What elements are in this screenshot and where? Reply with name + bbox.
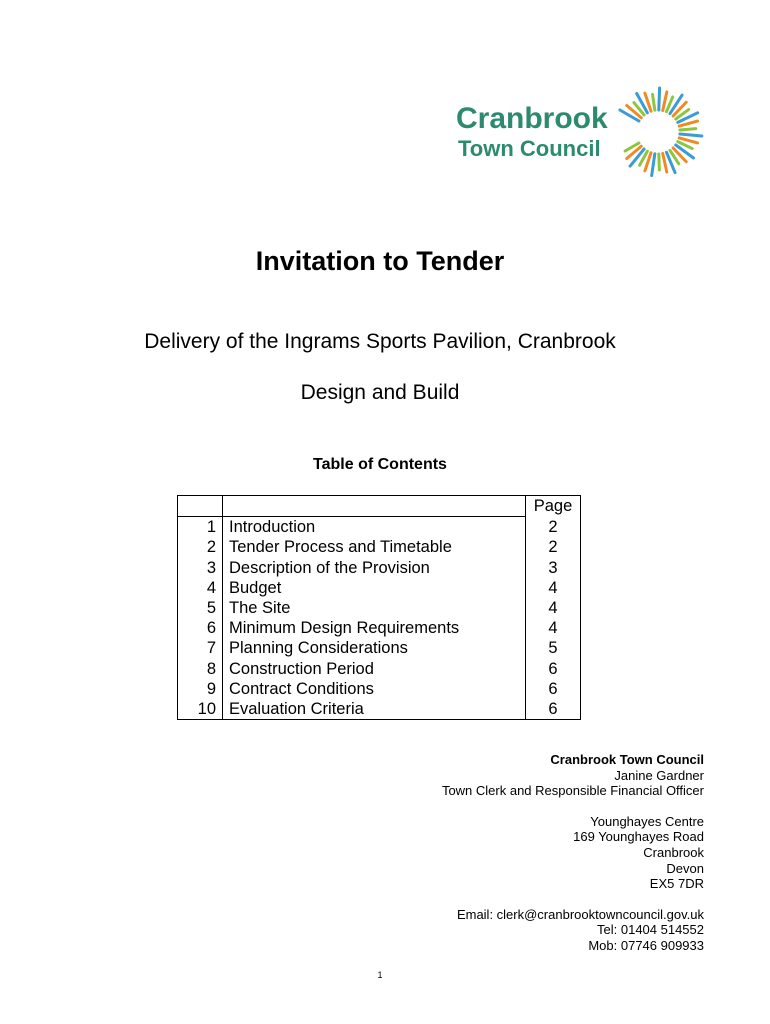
address-line: EX5 7DR — [649, 876, 704, 892]
toc-row-number: 10 — [178, 699, 223, 720]
toc-row-number: 3 — [178, 558, 223, 578]
toc-row-number: 2 — [178, 537, 223, 557]
toc-row-page: 2 — [526, 537, 581, 557]
toc-row — [178, 517, 581, 538]
logo-ray — [680, 134, 702, 136]
toc-row-page: 6 — [526, 679, 581, 699]
logo-text-cranbrook: Cranbrook — [456, 102, 608, 135]
toc-row-label: Planning Considerations — [223, 638, 526, 658]
toc-row-label: Evaluation Criteria — [223, 699, 526, 720]
toc-row — [178, 699, 581, 720]
toc-header-section — [223, 496, 526, 517]
contact-email: Email: clerk@cranbrooktowncouncil.gov.uk — [456, 906, 704, 922]
toc-row-label: Tender Process and Timetable — [223, 537, 526, 557]
address-line: Cranbrook — [643, 844, 704, 860]
toc-row — [178, 659, 581, 679]
logo-ray — [659, 154, 660, 170]
toc-row-number: 1 — [178, 517, 223, 538]
toc-row — [178, 578, 581, 598]
contact-block — [442, 752, 704, 954]
logo-ray — [663, 153, 667, 172]
logo-text-town-council: Town Council — [458, 136, 601, 161]
toc-row-page: 6 — [526, 699, 581, 720]
toc-row-number: 6 — [178, 618, 223, 638]
contact-org: Cranbrook Town Council — [550, 752, 704, 767]
toc-row-label: Contract Conditions — [223, 679, 526, 699]
toc-row — [178, 558, 581, 578]
toc-header-num — [178, 496, 223, 517]
toc-row-number: 5 — [178, 598, 223, 618]
logo-c-mark-icon — [608, 84, 708, 180]
toc-row-page: 4 — [526, 618, 581, 638]
toc-row-page: 4 — [526, 578, 581, 598]
logo-ray — [653, 94, 655, 110]
table-of-contents — [177, 495, 581, 720]
toc-row-number: 8 — [178, 659, 223, 679]
address-line: Younghayes Centre — [590, 813, 704, 829]
toc-row — [178, 679, 581, 699]
logo-ray — [680, 129, 696, 130]
toc-row-page: 5 — [526, 638, 581, 658]
address-line: 169 Younghayes Road — [573, 829, 704, 845]
document-title: Invitation to Tender — [255, 246, 505, 276]
contact-name: Janine Gardner — [614, 767, 704, 783]
toc-row-label: The Site — [223, 598, 526, 618]
toc-row-label: Budget — [223, 578, 526, 598]
toc-row — [178, 537, 581, 557]
toc-row-number: 4 — [178, 578, 223, 598]
council-logo — [456, 84, 716, 180]
toc-row-page: 6 — [526, 659, 581, 679]
toc-row-page: 3 — [526, 558, 581, 578]
toc-row-page: 4 — [526, 598, 581, 618]
toc-header-row — [178, 496, 581, 517]
toc-row — [178, 618, 581, 638]
document-subtitle-2: Design and Build — [300, 381, 460, 404]
contact-tel: Tel: 01404 514552 — [597, 922, 704, 938]
toc-row-label: Construction Period — [223, 659, 526, 679]
toc-row-page: 2 — [526, 517, 581, 538]
toc-row — [178, 638, 581, 658]
contact-mob: Mob: 07746 909933 — [588, 937, 704, 953]
toc-row-label: Description of the Provision — [223, 558, 526, 578]
document-subtitle: Delivery of the Ingrams Sports Pavilion, Cranbrook — [144, 330, 616, 353]
toc-row-number: 7 — [178, 638, 223, 658]
logo-ray — [663, 92, 667, 111]
page-number: 1 — [377, 970, 383, 980]
logo-ray — [659, 88, 660, 110]
toc-header-page: Page — [526, 496, 581, 517]
toc-row-label: Introduction — [223, 517, 526, 538]
contact-role: Town Clerk and Responsible Financial Officer — [441, 783, 704, 799]
toc-heading: Table of Contents — [313, 456, 447, 473]
toc-row-label: Minimum Design Requirements — [223, 618, 526, 638]
toc-row-number: 9 — [178, 679, 223, 699]
address-line: Devon — [666, 860, 704, 876]
toc-row — [178, 598, 581, 618]
logo-ray — [652, 154, 655, 176]
